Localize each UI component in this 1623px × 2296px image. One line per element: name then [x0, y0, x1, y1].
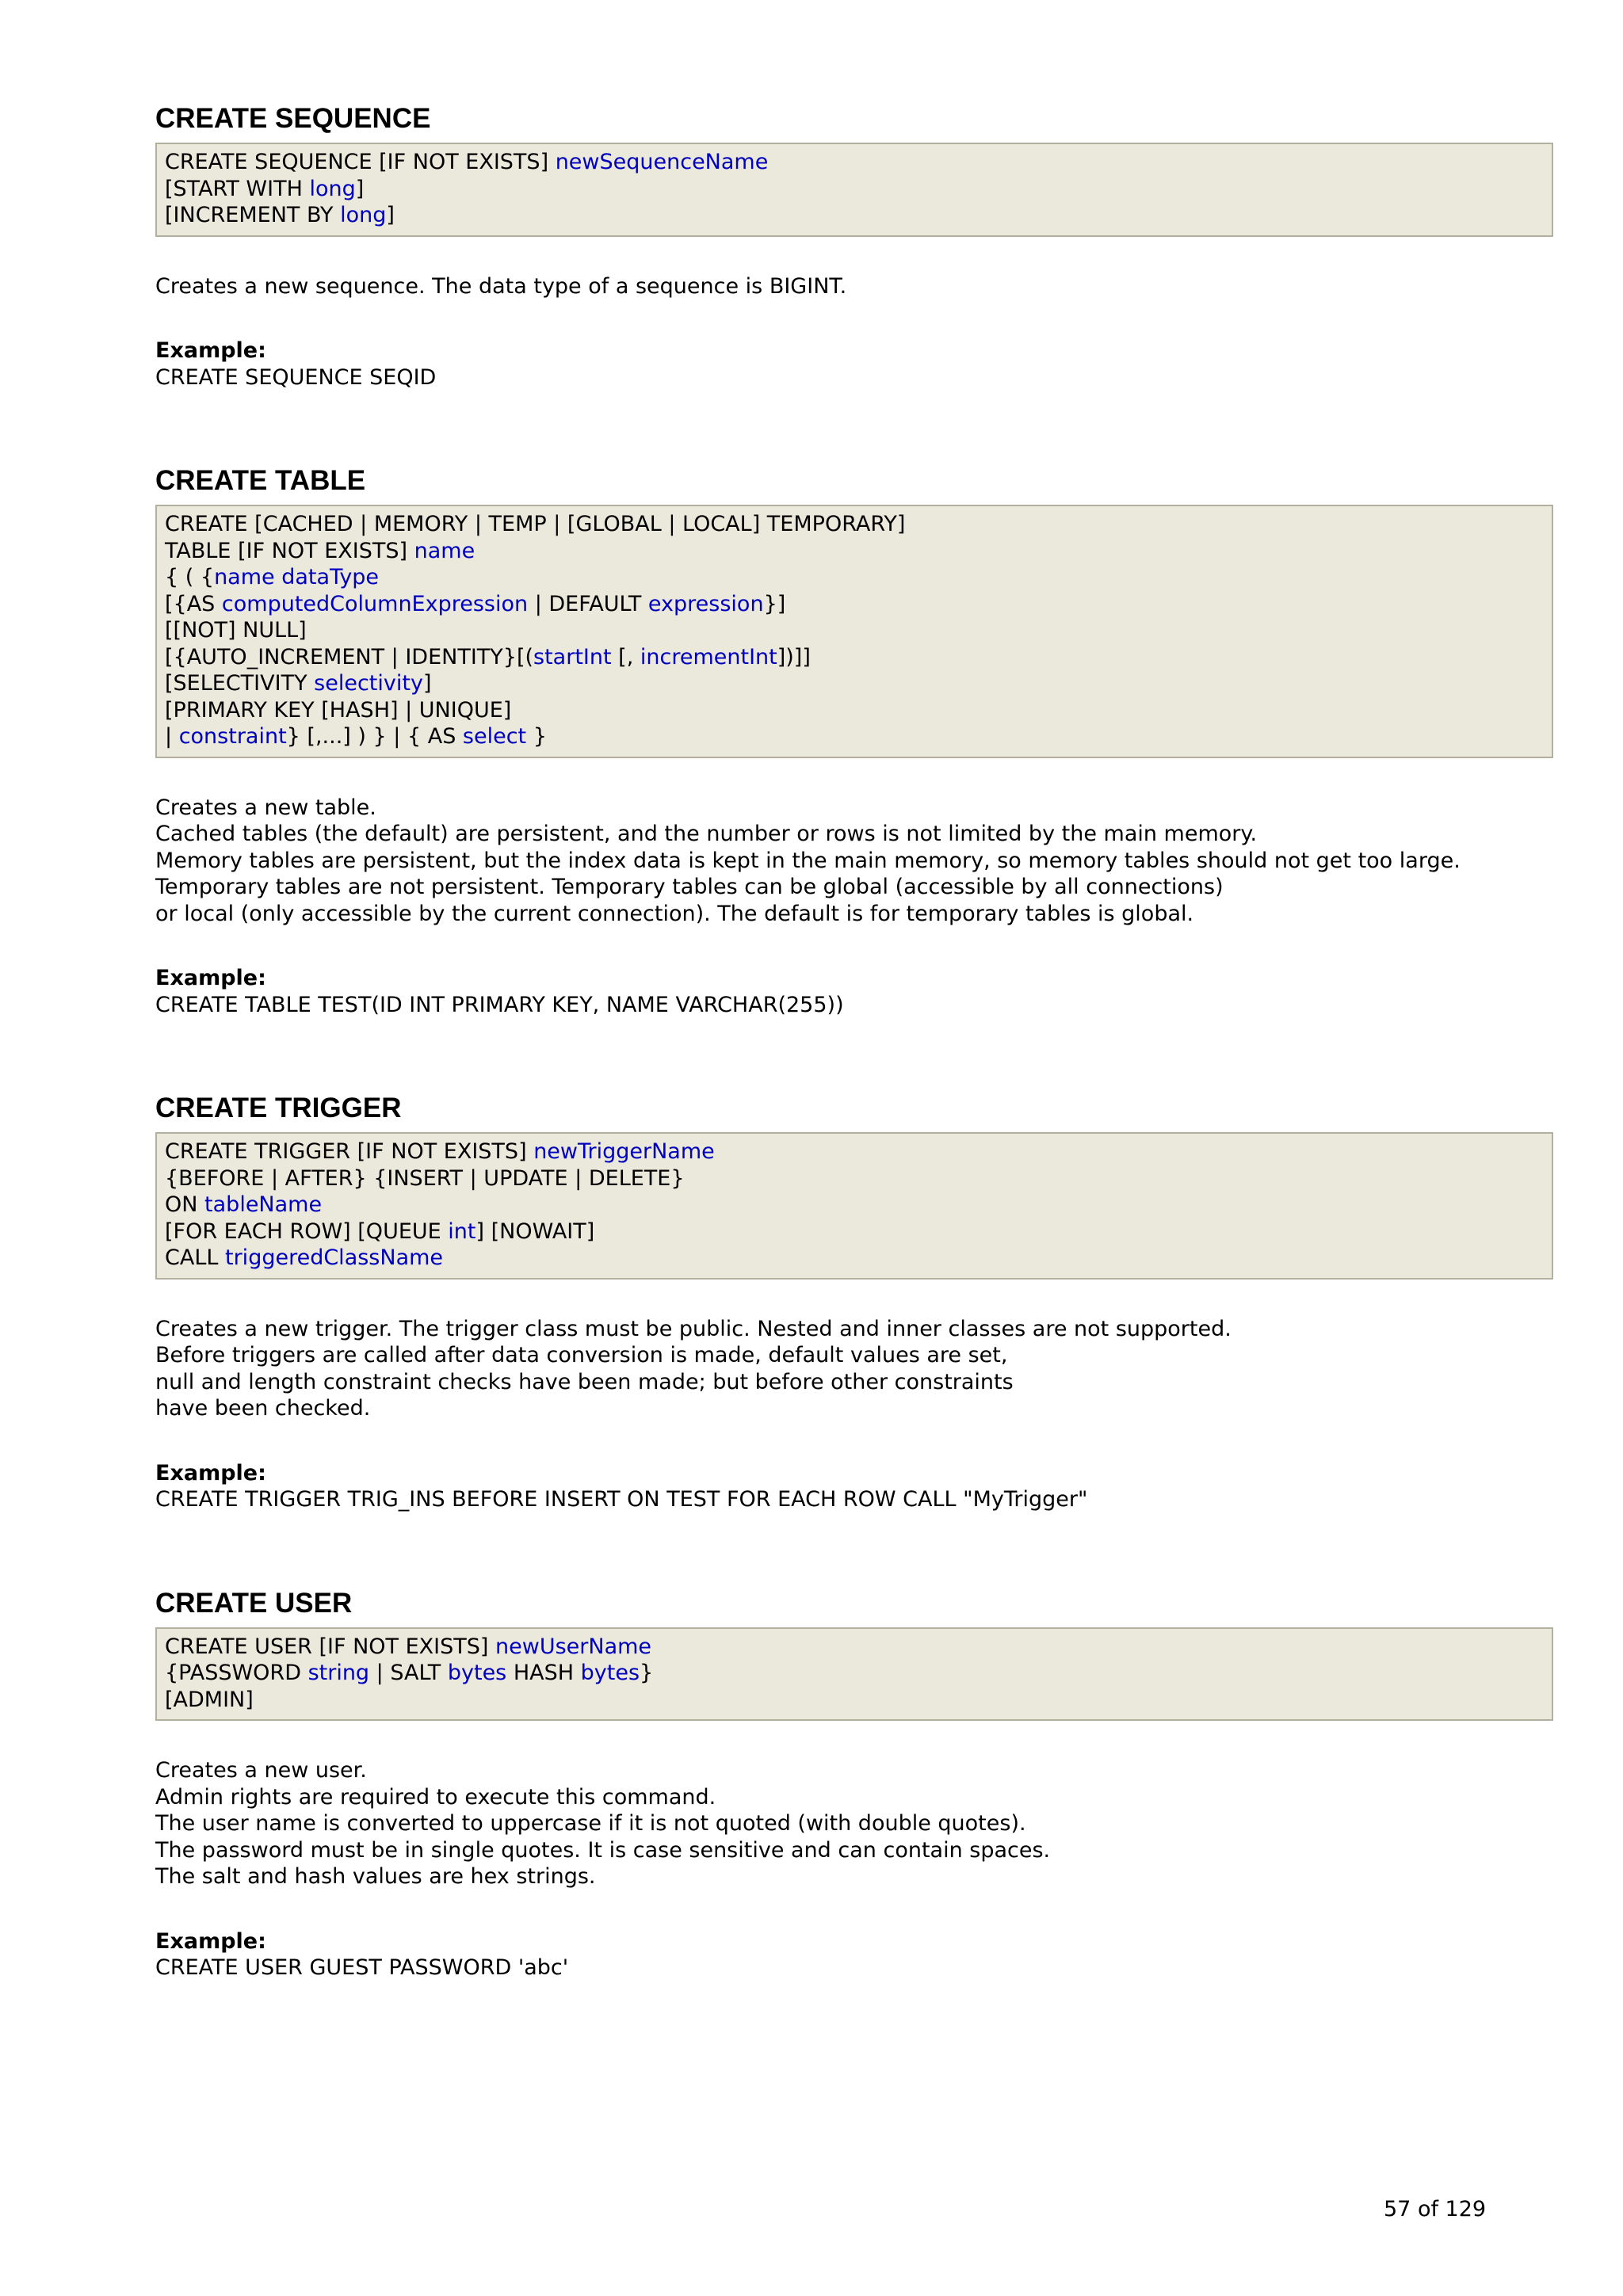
description-line: Cached tables (the default) are persistent, and the number or rows is not limited by the main memory. [155, 822, 1258, 846]
syntax-keyword: [PRIMARY KEY [HASH] | UNIQUE] [165, 697, 512, 723]
syntax-keyword: ])]] [777, 644, 811, 669]
syntax-keyword: } [,...] ) } | { AS [286, 724, 463, 749]
syntax-variable: string [307, 1661, 370, 1685]
syntax-line [165, 670, 1544, 697]
syntax-variable: long [340, 203, 387, 227]
syntax-box [155, 505, 1553, 758]
syntax-line [165, 644, 1544, 671]
description-line: The salt and hash values are hex strings. [155, 1864, 596, 1889]
description-line: Temporary tables are not persistent. Temporary tables can be global (accessible by all connections) [155, 875, 1224, 899]
description-line: The user name is converted to uppercase if it is not quoted (with double quotes). [155, 1811, 1026, 1836]
syntax-variable: incrementInt [640, 644, 777, 669]
syntax-keyword: [SELECTIVITY [165, 671, 315, 696]
syntax-keyword: ] [NOWAIT] [475, 1219, 595, 1244]
syntax-line [165, 723, 1544, 750]
section-create-user [155, 1588, 1553, 1981]
syntax-keyword: [ADMIN] [165, 1687, 254, 1712]
syntax-keyword: | SALT [369, 1661, 448, 1685]
syntax-keyword: [START WITH [165, 176, 310, 201]
syntax-line [165, 1660, 1544, 1687]
syntax-keyword: ] [422, 671, 432, 696]
description [155, 273, 1553, 300]
example-label: Example: [155, 338, 266, 363]
syntax-keyword: ] [386, 203, 395, 227]
description-line: have been checked. [155, 1396, 371, 1421]
syntax-keyword: | DEFAULT [528, 591, 648, 616]
syntax-keyword: ] [355, 176, 365, 201]
syntax-box [155, 143, 1553, 237]
syntax-line [165, 1219, 1544, 1245]
description-line: The password must be in single quotes. It is case sensitive and can contain spaces. [155, 1837, 1051, 1863]
syntax-variable: newTriggerName [533, 1139, 715, 1164]
syntax-line [165, 1165, 1544, 1192]
section-create-trigger [155, 1093, 1553, 1513]
syntax-keyword: CREATE TRIGGER [IF NOT EXISTS] [165, 1139, 534, 1164]
syntax-keyword: [INCREMENT BY [165, 203, 341, 227]
syntax-keyword: } [640, 1661, 654, 1685]
syntax-keyword: [, [611, 644, 640, 669]
syntax-keyword: ON [165, 1192, 205, 1217]
section-create-sequence [155, 103, 1553, 391]
syntax-keyword: }] [763, 591, 786, 616]
example-code: CREATE TRIGGER TRIG_INS BEFORE INSERT ON TEST FOR EACH ROW CALL "MyTrigger" [155, 1487, 1088, 1512]
example-label: Example: [155, 966, 266, 990]
syntax-line [165, 1192, 1544, 1219]
syntax-variable: newSequenceName [555, 150, 769, 174]
syntax-keyword: CREATE [CACHED | MEMORY | TEMP | [GLOBAL | LOCAL] TEMPORARY] [165, 512, 906, 536]
syntax-variable: startInt [533, 644, 612, 669]
syntax-variable: constraint [178, 724, 287, 749]
description-line: Creates a new table. [155, 795, 376, 820]
syntax-line [165, 1138, 1544, 1165]
example-code: CREATE TABLE TEST(ID INT PRIMARY KEY, NAME VARCHAR(255)) [155, 992, 844, 1017]
example-code: CREATE SEQUENCE SEQID [155, 364, 437, 390]
section-title: CREATE SEQUENCE [155, 103, 431, 134]
syntax-keyword: [{AS [165, 591, 222, 616]
page-number: 57 of 129 [1384, 2197, 1487, 2222]
syntax-line [165, 538, 1544, 565]
description [155, 795, 1553, 928]
example-label: Example: [155, 1928, 266, 1954]
description-line: Creates a new trigger. The trigger class must be public. Nested and inner classes are not supported. [155, 1316, 1232, 1341]
section-title: CREATE USER [155, 1587, 353, 1619]
description-line: Creates a new sequence. The data type of a sequence is BIGINT. [155, 273, 847, 299]
example-code: CREATE USER GUEST PASSWORD 'abc' [155, 1955, 569, 1980]
syntax-keyword: HASH [506, 1661, 581, 1685]
syntax-keyword: CALL [165, 1245, 225, 1270]
syntax-variable: computedColumnExpression [221, 591, 529, 616]
description-line: Memory tables are persistent, but the index data is kept in the main memory, so memory tables should not get too large. [155, 848, 1461, 873]
syntax-variable: name [414, 538, 475, 563]
syntax-variable: bytes [447, 1661, 507, 1685]
syntax-line [165, 697, 1544, 724]
syntax-keyword: [FOR EACH ROW] [QUEUE [165, 1219, 449, 1244]
syntax-keyword: {BEFORE | AFTER} {INSERT | UPDATE | DELETE} [165, 1165, 685, 1191]
syntax-line [165, 1245, 1544, 1272]
syntax-box [155, 1627, 1553, 1722]
syntax-variable: expression [647, 591, 764, 616]
section-title: CREATE TRIGGER [155, 1093, 402, 1123]
syntax-keyword: [[NOT] NULL] [165, 618, 307, 643]
description-line: Admin rights are required to execute this command. [155, 1784, 716, 1810]
syntax-line [165, 1634, 1544, 1661]
syntax-line [165, 176, 1544, 203]
syntax-variable: triggeredClassName [225, 1245, 444, 1270]
syntax-keyword: { ( { [165, 565, 215, 589]
description [155, 1316, 1553, 1422]
syntax-keyword: [{AUTO_INCREMENT | IDENTITY}[( [165, 644, 534, 669]
example-label: Example: [155, 1460, 266, 1486]
syntax-variable: long [309, 176, 356, 201]
syntax-variable: bytes [580, 1661, 640, 1685]
syntax-keyword: | [165, 724, 179, 749]
syntax-line [165, 511, 1544, 538]
syntax-box [155, 1132, 1553, 1280]
syntax-variable: name dataType [214, 565, 380, 589]
syntax-keyword: {PASSWORD [165, 1661, 308, 1685]
description-line: Before triggers are called after data conversion is made, default values are set, [155, 1343, 1008, 1367]
syntax-variable: newUserName [495, 1634, 652, 1659]
description-line: null and length constraint checks have been made; but before other constraints [155, 1369, 1014, 1394]
syntax-variable: int [448, 1219, 476, 1244]
section-create-table [155, 465, 1553, 1018]
syntax-line [165, 149, 1544, 176]
syntax-variable: selectivity [314, 671, 423, 696]
syntax-line [165, 591, 1544, 618]
description-line: or local (only accessible by the current connection). The default is for temporary tables is global. [155, 901, 1194, 926]
syntax-variable: select [462, 724, 527, 749]
syntax-line [165, 202, 1544, 229]
syntax-keyword: CREATE SEQUENCE [IF NOT EXISTS] [165, 150, 556, 174]
syntax-keyword: } [526, 724, 547, 749]
description-line: Creates a new user. [155, 1758, 367, 1783]
syntax-variable: tableName [204, 1192, 323, 1217]
document-body [155, 103, 1553, 2056]
description [155, 1757, 1553, 1890]
syntax-keyword: TABLE [IF NOT EXISTS] [165, 538, 414, 563]
syntax-line [165, 1687, 1544, 1714]
syntax-line [165, 617, 1544, 644]
section-title: CREATE TABLE [155, 465, 366, 496]
syntax-line [165, 564, 1544, 591]
syntax-keyword: CREATE USER [IF NOT EXISTS] [165, 1634, 496, 1659]
